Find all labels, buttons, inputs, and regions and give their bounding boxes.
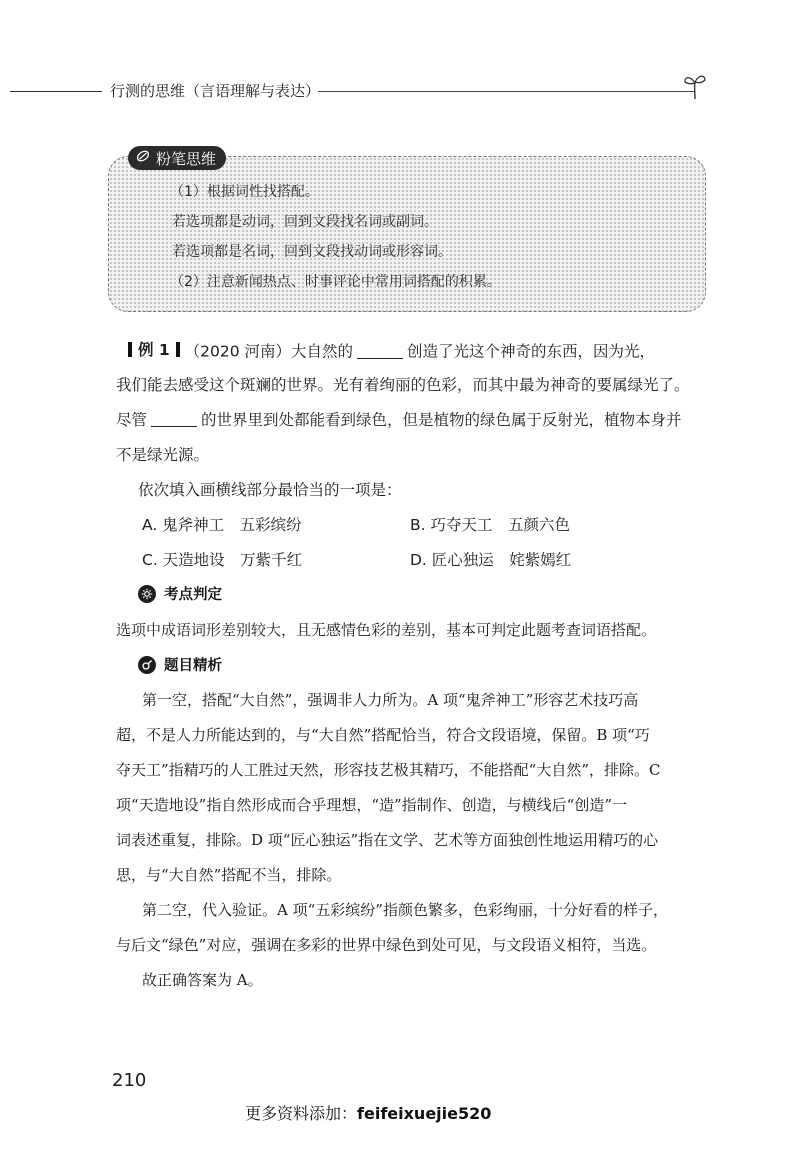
analysis-answer: 故正确答案为 A。 (142, 971, 263, 989)
analysis-line: 项“天造地设”指自然形成而合乎理想，“造”指制作、创造，与横线后“创造”一 (116, 796, 628, 814)
section-analysis-heading (138, 654, 222, 675)
tip-line: 若选项都是动词，回到文段找名词或副词。 (172, 214, 438, 230)
example-label: 例 1 (138, 341, 170, 359)
tag-bar-left (128, 342, 132, 357)
question-line-3 (116, 408, 682, 430)
section-judge-title: 考点判定 (164, 587, 222, 603)
answer-blank-1 (357, 342, 403, 359)
answer-blank-2 (151, 411, 197, 428)
header-rule-right (318, 91, 694, 92)
analysis-line: 第二空，代入验证。A 项“五彩缤纷”指颜色繁多，色彩绚丽，十分好看的样子， (142, 901, 668, 919)
analysis-line: 思，与“大自然”搭配不当，排除。 (116, 866, 342, 884)
analysis-line: 词表述重复，排除。D 项“匠心独运”指在文学、艺术等方面独创性地运用精巧的心 (116, 831, 659, 849)
footer-prefix: 更多资料添加： (245, 1104, 358, 1123)
analysis-line: 超，不是人力所能达到的，与“大自然”搭配恰当，符合文段语境，保留。B 项“巧 (116, 726, 650, 744)
question-line-2: 我们能去感受这个斑斓的世界。光有着绚丽的色彩，而其中最为神奇的要属绿光了。 (116, 376, 690, 394)
analysis-line: 夺天工”指精巧的人工胜过天然，形容技艺极其精巧，不能搭配“大自然”，排除。C (116, 761, 661, 779)
option-d: D. 匠心独运 姹紫嫣红 (410, 551, 572, 569)
option-a: A. 鬼斧神工 五彩缤纷 (142, 516, 302, 534)
tip-line: （2）注意新闻热点、时事评论中常用词搭配的积累。 (170, 274, 501, 290)
question-text: （2020 河南）大自然的 (184, 342, 353, 361)
question-text: 创造了光这个神奇的东西，因为光， (407, 342, 656, 361)
question-line-1 (128, 338, 655, 362)
header-rule-left (10, 91, 102, 92)
option-b: B. 巧夺天工 五颜六色 (410, 516, 570, 534)
chalk-icon (136, 149, 150, 167)
example-tag (128, 338, 180, 360)
tip-line: 若选项都是名词，回到文段找动词或形容词。 (172, 244, 452, 260)
section-judge-text: 选项中成语词形差别较大，且无感情色彩的差别，基本可判定此题考查词语搭配。 (116, 621, 657, 639)
question-text: 的世界里到处都能看到绿色，但是植物的绿色属于反射光，植物本身并 (201, 411, 682, 429)
question-prompt: 依次填入画横线部分最恰当的一项是： (138, 481, 402, 499)
section-analysis-title: 题目精析 (164, 658, 222, 674)
tip-title-badge (128, 146, 226, 170)
running-header (0, 72, 720, 102)
tag-bar-right (176, 342, 180, 357)
option-c: C. 天造地设 万紫千红 (142, 551, 303, 569)
page-number: 210 (112, 1070, 147, 1091)
analysis-line: 第一空，搭配“大自然”，强调非人力所为。A 项“鬼斧神工”形容艺术技巧高 (142, 691, 639, 709)
magnifier-icon (138, 656, 156, 674)
analysis-line: 与后文“绿色”对应，强调在多彩的世界中绿色到处可见，与文段语义相符，当选。 (116, 936, 657, 954)
question-line-4: 不是绿光源。 (116, 446, 210, 464)
header-title: 行测的思维（言语理解与表达） (110, 82, 321, 100)
sprout-icon (682, 72, 708, 104)
footer-contact: feifeixuejie520 (357, 1104, 492, 1123)
question-text: 尽管 (116, 411, 148, 429)
footer-note (245, 1101, 491, 1124)
gear-icon (138, 585, 156, 603)
section-judge-heading (138, 583, 222, 604)
tip-title-text: 粉笔思维 (156, 149, 217, 168)
tip-line: （1）根据词性找搭配。 (170, 184, 319, 200)
